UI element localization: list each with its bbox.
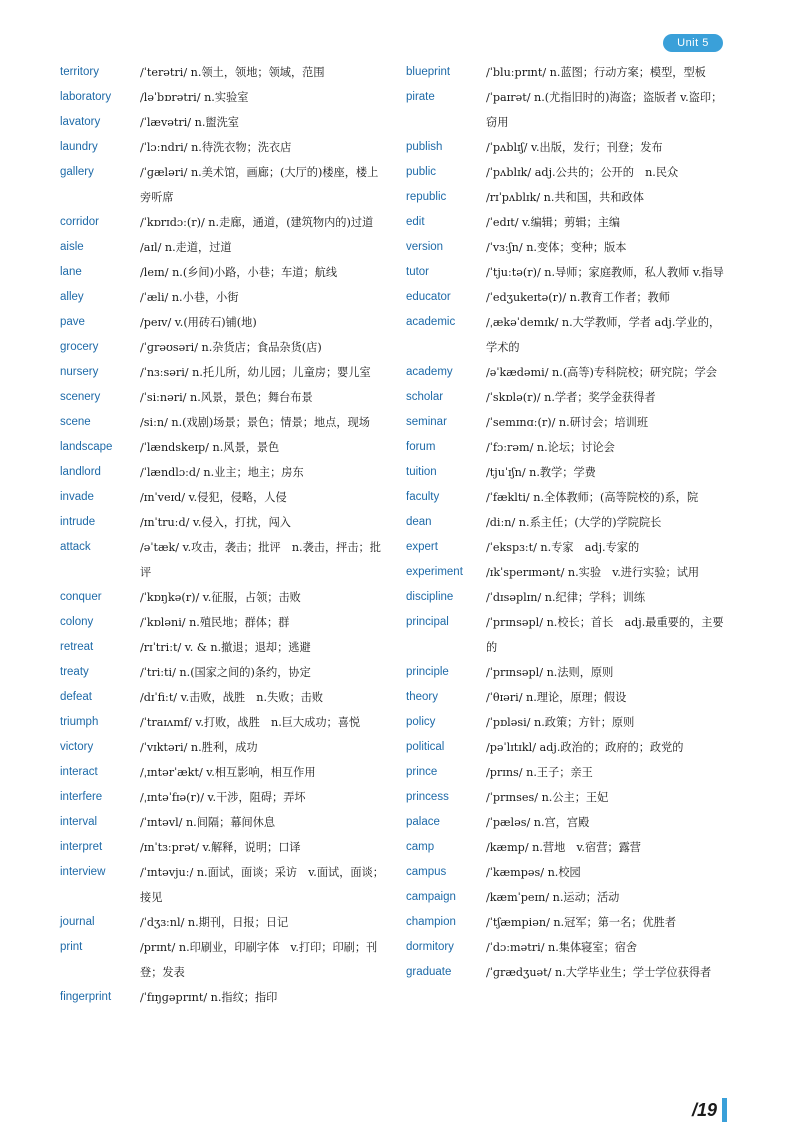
- vocab-entry: [406, 760, 731, 785]
- vocab-word: principle: [406, 666, 449, 678]
- page-accent-bar: [722, 1098, 727, 1122]
- vocab-definition: /ˈbluːprɪnt/ n.蓝图；行动方案；模型，型板: [486, 66, 706, 79]
- vocab-entry: [60, 435, 385, 460]
- vocab-entry: [406, 285, 731, 310]
- vocab-word: attack: [60, 541, 91, 553]
- vocab-definition: /kæmp/ n.营地 v.宿营；露营: [486, 841, 641, 854]
- vocab-word: scholar: [406, 391, 444, 403]
- vocab-definition: /ˈnɜːsəri/ n.托儿所，幼儿园；儿童房；婴儿室: [140, 366, 371, 379]
- vocab-entry: [60, 610, 385, 635]
- vocab-entry: [60, 510, 385, 535]
- vocab-definition: /prɪns/ n.王子；亲王: [486, 766, 593, 779]
- vocab-definition: /ˈsemɪnɑː(r)/ n.研讨会；培训班: [486, 416, 649, 429]
- vocab-entry: [60, 810, 385, 835]
- vocab-word: invade: [60, 491, 94, 503]
- vocab-entry: [406, 360, 731, 385]
- vocab-word: political: [406, 741, 445, 753]
- vocab-word: principal: [406, 616, 449, 628]
- vocab-word: scene: [60, 416, 91, 428]
- right-column: [406, 60, 731, 985]
- vocab-definition: /ˈlɔːndri/ n.待洗衣物；洗衣店: [140, 141, 292, 154]
- vocab-word: landscape: [60, 441, 113, 453]
- vocab-entry: [406, 60, 731, 85]
- vocab-definition: /ˈfɪŋɡəprɪnt/ n.指纹；指印: [140, 991, 278, 1004]
- vocab-definition: /ˈdɪsəplɪn/ n.纪律；学科；训练: [486, 591, 646, 604]
- vocab-definition: /pəˈlɪtɪkl/ adj.政治的；政府的；政党的: [486, 741, 684, 754]
- vocab-definition: /ˈfɔːrəm/ n.论坛；讨论会: [486, 441, 615, 454]
- vocab-word: alley: [60, 291, 84, 303]
- vocab-word: fingerprint: [60, 991, 112, 1003]
- vocab-definition: /aɪl/ n.走道，过道: [140, 241, 232, 254]
- vocab-word: treaty: [60, 666, 89, 678]
- vocab-definition: /ˈprɪnsəpl/ n.校长；首长 adj.最重要的，主要的: [486, 616, 724, 654]
- vocab-word: grocery: [60, 341, 99, 353]
- vocab-word: interfere: [60, 791, 103, 803]
- vocab-word: aisle: [60, 241, 84, 253]
- vocab-definition: /ɪnˈtruːd/ v.侵入，打扰，闯入: [140, 516, 291, 529]
- vocab-word: champion: [406, 916, 456, 928]
- vocab-entry: [60, 235, 385, 260]
- vocab-definition: /siːn/ n.(戏剧)场景；景色；情景；地点，现场: [140, 416, 370, 429]
- vocab-entry: [60, 385, 385, 410]
- vocab-word: faculty: [406, 491, 440, 503]
- vocab-entry: [406, 860, 731, 885]
- vocab-entry: [60, 860, 385, 910]
- vocab-definition: /ˈkɒrɪdɔː(r)/ n.走廊，通道，(建筑物内的)过道: [140, 216, 374, 229]
- vocab-word: academic: [406, 316, 456, 328]
- vocab-entry: [406, 835, 731, 860]
- vocab-definition: /ˈpʌblɪk/ adj.公共的；公开的 n.民众: [486, 166, 679, 179]
- vocab-word: landlord: [60, 466, 101, 478]
- vocab-word: corridor: [60, 216, 99, 228]
- vocab-word: discipline: [406, 591, 454, 603]
- vocab-word: gallery: [60, 166, 94, 178]
- vocab-entry: [60, 735, 385, 760]
- vocab-definition: /ˈæli/ n.小巷，小街: [140, 291, 239, 304]
- vocab-definition: /ˈdɔːmətri/ n.集体寝室；宿舍: [486, 941, 638, 954]
- vocab-word: triumph: [60, 716, 99, 728]
- vocab-definition: /ˈɪntəvl/ n.间隔；幕间休息: [140, 816, 276, 829]
- vocab-entry: [60, 910, 385, 935]
- vocab-entry: [60, 310, 385, 335]
- vocab-word: journal: [60, 916, 95, 928]
- vocab-definition: /peɪv/ v.(用砖石)铺(地): [140, 316, 257, 329]
- vocab-definition: /ˈedʒukeɪtə(r)/ n.教育工作者；教师: [486, 291, 670, 304]
- vocab-entry: [406, 510, 731, 535]
- vocab-definition: /ˈɡrəʊsəri/ n.杂货店；食品杂货(店): [140, 341, 322, 354]
- vocab-entry: [60, 135, 385, 160]
- vocab-word: experiment: [406, 566, 463, 578]
- vocab-entry: [406, 385, 731, 410]
- vocab-definition: /ˈpʌblɪʃ/ v.出版，发行；刊登；发布: [486, 141, 663, 154]
- vocab-entry: [60, 160, 385, 210]
- vocab-definition: /ˈtʃæmpiən/ n.冠军；第一名；优胜者: [486, 916, 677, 929]
- vocab-entry: [406, 410, 731, 435]
- vocab-word: palace: [406, 816, 440, 828]
- vocab-word: campaign: [406, 891, 456, 903]
- vocab-definition: /ɪkˈsperɪmənt/ n.实验 v.进行实验；试用: [486, 566, 700, 579]
- vocab-entry: [60, 660, 385, 685]
- vocab-definition: /ˈtraɪʌmf/ v.打败，战胜 n.巨大成功；喜悦: [140, 716, 361, 729]
- vocab-definition: /ˈvɜːʃn/ n.变体；变种；版本: [486, 241, 627, 254]
- vocab-word: print: [60, 941, 83, 953]
- vocab-entry: [406, 935, 731, 960]
- vocab-entry: [406, 185, 731, 210]
- vocab-definition: /ˈtriːti/ n.(国家之间的)条约，协定: [140, 666, 311, 679]
- vocab-definition: /tjuˈɪʃn/ n.教学；学费: [486, 466, 596, 479]
- left-column: [60, 60, 385, 1010]
- vocab-entry: [406, 735, 731, 760]
- vocab-definition: /ˈlævətri/ n.盥洗室: [140, 116, 239, 129]
- vocab-definition: /ˌɪntəˈfɪə(r)/ v.干涉，阻碍；弄坏: [140, 791, 306, 804]
- vocab-word: retreat: [60, 641, 94, 653]
- vocab-definition: /kæmˈpeɪn/ n.运动；活动: [486, 891, 620, 904]
- vocab-definition: /ˈkɒləni/ n.殖民地；群体；群: [140, 616, 290, 629]
- vocab-definition: /leɪn/ n.(乡间)小路，小巷；车道；航线: [140, 266, 338, 279]
- vocab-word: seminar: [406, 416, 447, 428]
- vocab-entry: [60, 60, 385, 85]
- vocab-definition: /ˈprɪnses/ n.公主；王妃: [486, 791, 609, 804]
- vocab-entry: [406, 710, 731, 735]
- vocab-entry: [60, 110, 385, 135]
- vocab-entry: [60, 85, 385, 110]
- vocab-entry: [406, 135, 731, 160]
- vocab-entry: [60, 710, 385, 735]
- vocab-word: intrude: [60, 516, 96, 528]
- vocab-word: public: [406, 166, 437, 178]
- vocab-entry: [60, 485, 385, 510]
- vocab-definition: /rɪˈpʌblɪk/ n.共和国，共和政体: [486, 191, 644, 204]
- vocab-entry: [406, 460, 731, 485]
- vocab-entry: [60, 210, 385, 235]
- vocab-word: scenery: [60, 391, 101, 403]
- vocab-definition: /dɪˈfiːt/ v.击败，战胜 n.失败；击败: [140, 691, 324, 704]
- vocab-entry: [406, 310, 731, 360]
- vocab-word: version: [406, 241, 444, 253]
- vocab-definition: /ˈpɒləsi/ n.政策；方针；原则: [486, 716, 635, 729]
- vocab-word: victory: [60, 741, 94, 753]
- vocab-word: pirate: [406, 91, 435, 103]
- vocab-definition: /ˈlændskeɪp/ n.风景，景色: [140, 441, 280, 454]
- vocab-definition: /ɪnˈtɜːprət/ v.解释，说明；口译: [140, 841, 301, 854]
- vocab-entry: [60, 410, 385, 435]
- vocab-definition: /ˈpaɪrət/ n.(尤指旧时的)海盗；盗版者 v.盗印；窃用: [486, 91, 723, 129]
- vocab-word: edit: [406, 216, 425, 228]
- vocab-word: tutor: [406, 266, 430, 278]
- vocab-definition: /ləˈbɒrətri/ n.实验室: [140, 91, 249, 104]
- vocab-word: lane: [60, 266, 82, 278]
- vocab-word: pave: [60, 316, 85, 328]
- vocab-entry: [406, 585, 731, 610]
- vocab-entry: [60, 985, 385, 1010]
- vocab-entry: [406, 785, 731, 810]
- vocab-word: academy: [406, 366, 453, 378]
- vocab-entry: [60, 935, 385, 985]
- vocab-definition: /ˈlændlɔːd/ n.业主；地主；房东: [140, 466, 304, 479]
- vocab-entry: [406, 210, 731, 235]
- vocab-definition: /ˈekspɜːt/ n.专家 adj.专家的: [486, 541, 640, 554]
- vocab-entry: [406, 160, 731, 185]
- vocab-definition: /ˈedɪt/ v.编辑；剪辑；主编: [486, 216, 621, 229]
- vocab-definition: /ˌækəˈdemɪk/ n.大学教师，学者 adj.学业的，学术的: [486, 316, 721, 354]
- vocab-word: tuition: [406, 466, 437, 478]
- vocab-entry: [406, 960, 731, 985]
- vocab-entry: [406, 910, 731, 935]
- vocab-definition: /ˌɪntərˈækt/ v.相互影响，相互作用: [140, 766, 316, 779]
- vocab-word: publish: [406, 141, 443, 153]
- vocab-word: educator: [406, 291, 451, 303]
- vocab-word: theory: [406, 691, 438, 703]
- vocab-entry: [60, 835, 385, 860]
- vocab-definition: /ˈθɪəri/ n.理论，原理；假设: [486, 691, 627, 704]
- vocab-word: blueprint: [406, 66, 451, 78]
- vocab-entry: [406, 85, 731, 135]
- vocab-definition: /diːn/ n.系主任；(大学的)学院院长: [486, 516, 662, 529]
- vocab-entry: [60, 460, 385, 485]
- vocab-entry: [406, 810, 731, 835]
- vocab-definition: /ˈɪntəvjuː/ n.面试，面谈；采访 v.面试，面谈；接见: [140, 866, 384, 904]
- unit-badge: Unit 5: [663, 34, 723, 52]
- vocab-entry: [60, 635, 385, 660]
- vocab-word: interview: [60, 866, 106, 878]
- vocab-word: dean: [406, 516, 432, 528]
- vocab-word: defeat: [60, 691, 92, 703]
- vocab-definition: /rɪˈtriːt/ v. & n.撤退；退却；逃避: [140, 641, 311, 654]
- vocab-entry: [60, 335, 385, 360]
- vocab-entry: [406, 260, 731, 285]
- vocab-word: policy: [406, 716, 436, 728]
- vocab-entry: [406, 560, 731, 585]
- vocab-word: interact: [60, 766, 98, 778]
- vocab-entry: [60, 260, 385, 285]
- vocab-word: republic: [406, 191, 447, 203]
- vocab-entry: [406, 485, 731, 510]
- page-number: /19: [692, 1100, 718, 1120]
- vocab-word: conquer: [60, 591, 102, 603]
- vocab-entry: [60, 585, 385, 610]
- vocab-definition: /ˈfæklti/ n.全体教师；(高等院校的)系，院: [486, 491, 699, 504]
- vocab-definition: /əˈkædəmi/ n.(高等)专科院校；研究院；学会: [486, 366, 717, 379]
- vocab-word: lavatory: [60, 116, 101, 128]
- vocab-word: laboratory: [60, 91, 112, 103]
- vocab-word: princess: [406, 791, 449, 803]
- vocab-entry: [60, 360, 385, 385]
- vocab-entry: [60, 760, 385, 785]
- vocab-definition: /ˈterətri/ n.领土，领地；领域，范围: [140, 66, 325, 79]
- vocab-definition: /ˈɡrædʒuət/ n.大学毕业生；学士学位获得者: [486, 966, 712, 979]
- vocab-definition: /ˈtjuːtə(r)/ n.导师；家庭教师，私人教师 v.指导: [486, 266, 724, 279]
- vocab-word: territory: [60, 66, 99, 78]
- vocab-definition: /ˈkæmpəs/ n.校园: [486, 866, 581, 879]
- vocab-word: colony: [60, 616, 94, 628]
- vocab-entry: [406, 535, 731, 560]
- vocab-entry: [60, 685, 385, 710]
- vocab-definition: /ˈɡæləri/ n.美术馆，画廊；(大厅的)楼座，楼上旁听席: [140, 166, 379, 204]
- vocab-word: expert: [406, 541, 438, 553]
- vocab-entry: [406, 685, 731, 710]
- vocab-entry: [60, 785, 385, 810]
- vocab-definition: /ˈdʒɜːnl/ n.期刊，日报；日记: [140, 916, 289, 929]
- vocab-definition: /ɪnˈveɪd/ v.侵犯，侵略，人侵: [140, 491, 287, 504]
- vocab-word: interval: [60, 816, 98, 828]
- vocab-word: prince: [406, 766, 438, 778]
- vocab-entry: [406, 610, 731, 660]
- vocab-word: campus: [406, 866, 447, 878]
- vocab-word: dormitory: [406, 941, 454, 953]
- vocab-definition: /ˈpæləs/ n.宫，宫殿: [486, 816, 590, 829]
- vocab-entry: [60, 285, 385, 310]
- vocab-definition: /ˈkɒŋkə(r)/ v.征服，占领；击败: [140, 591, 301, 604]
- vocab-word: nursery: [60, 366, 99, 378]
- vocab-word: camp: [406, 841, 435, 853]
- vocab-entry: [406, 660, 731, 685]
- vocab-definition: /əˈtæk/ v.攻击，袭击；批评 n.袭击，抨击；批评: [140, 541, 381, 579]
- vocab-definition: /ˈsiːnəri/ n.风景，景色；舞台布景: [140, 391, 313, 404]
- vocab-word: graduate: [406, 966, 452, 978]
- vocab-definition: /prɪnt/ n.印刷业，印刷字体 v.打印；印刷；刊登；发表: [140, 941, 378, 979]
- vocab-entry: [406, 435, 731, 460]
- vocab-entry: [406, 235, 731, 260]
- vocab-word: forum: [406, 441, 436, 453]
- vocab-definition: /ˈprɪnsəpl/ n.法则，原则: [486, 666, 614, 679]
- vocab-entry: [60, 535, 385, 585]
- vocab-entry: [406, 885, 731, 910]
- vocab-definition: /ˈskɒlə(r)/ n.学者；奖学金获得者: [486, 391, 656, 404]
- vocab-word: laundry: [60, 141, 98, 153]
- vocab-definition: /ˈvɪktəri/ n.胜利，成功: [140, 741, 258, 754]
- vocab-word: interpret: [60, 841, 103, 853]
